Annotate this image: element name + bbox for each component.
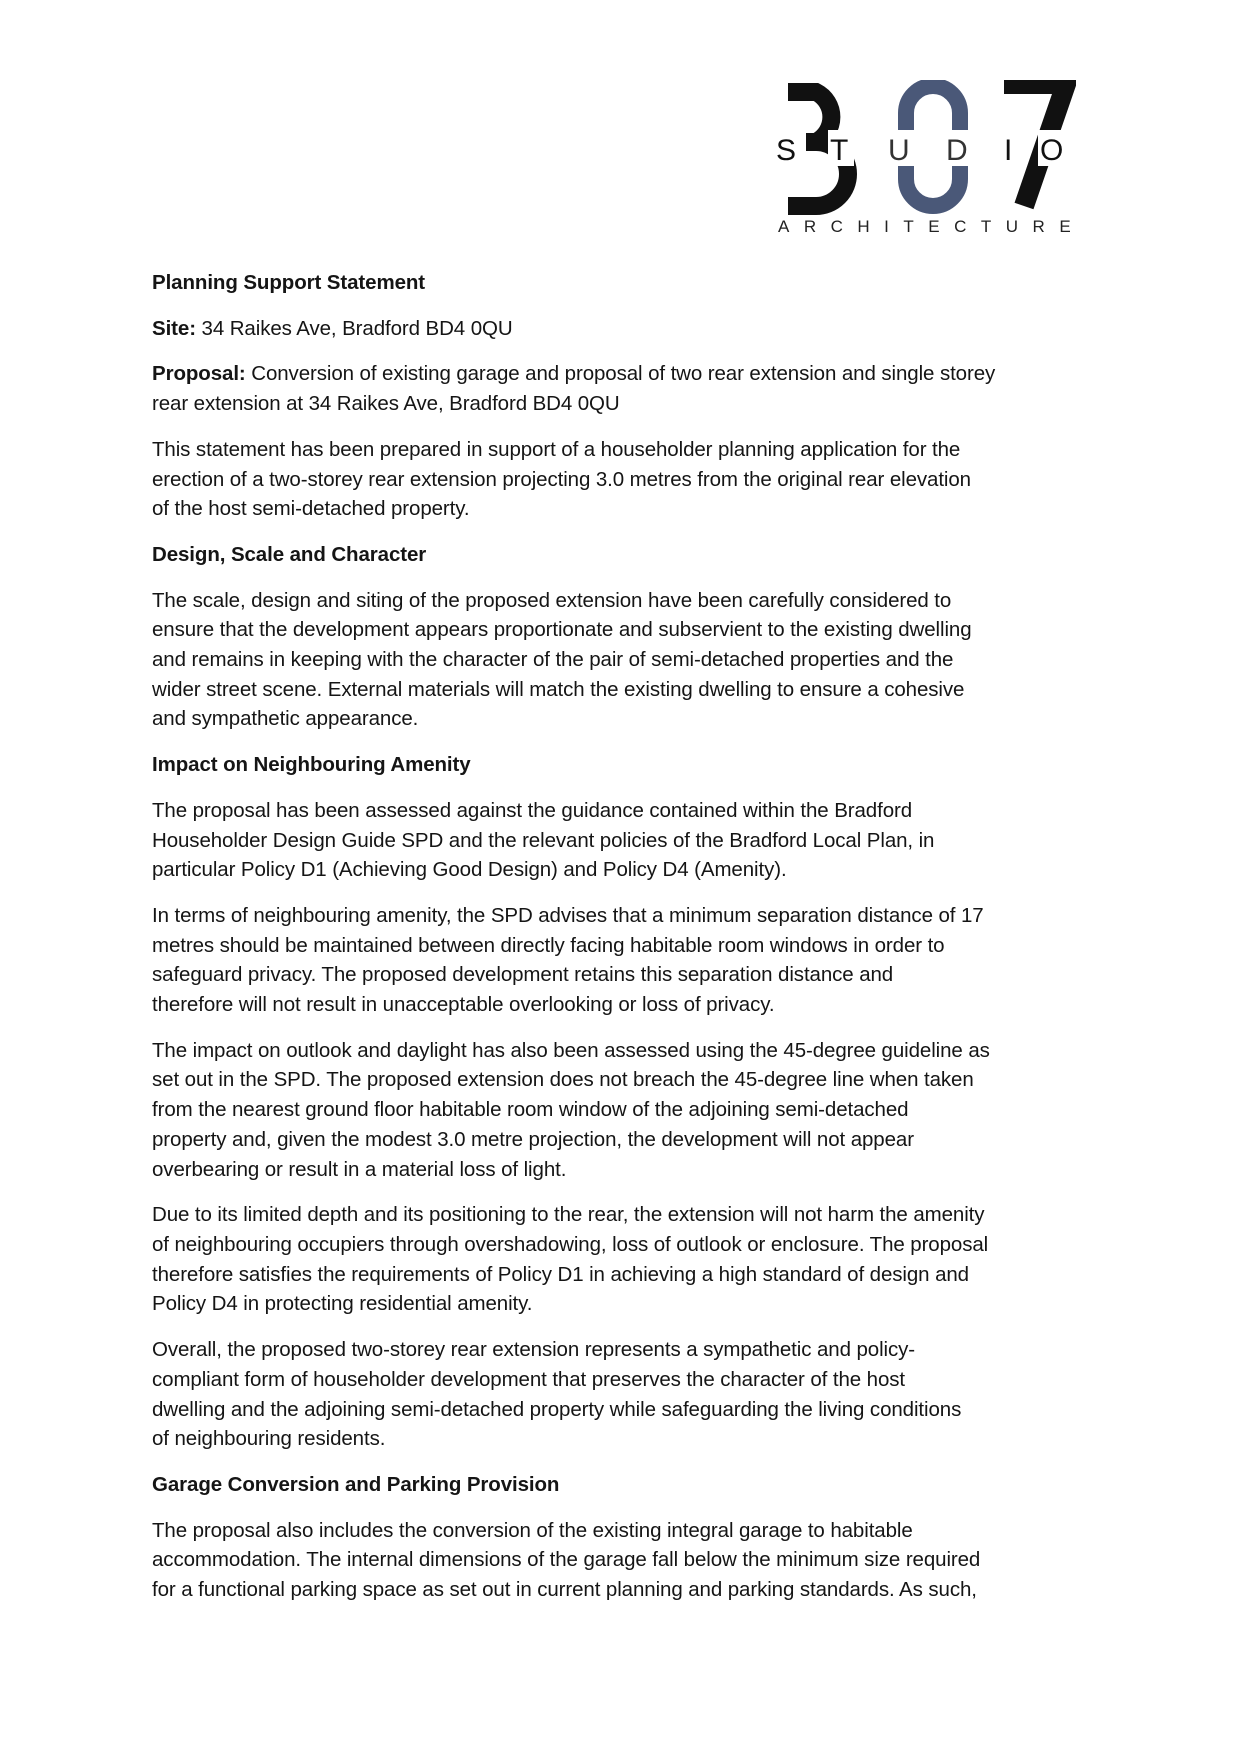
paragraph-line: Policy D4 in protecting residential amenity. bbox=[152, 1292, 533, 1316]
paragraph-line: In terms of neighbouring amenity, the SPD advises that a minimum separation distance of 17 bbox=[152, 903, 984, 927]
paragraph-line: metres should be maintained between directly facing habitable room windows in order to bbox=[152, 933, 945, 957]
paragraph-line: overbearing or result in a material loss of light. bbox=[152, 1157, 567, 1181]
paragraph-line: dwelling and the adjoining semi-detached property while safeguarding the living conditions bbox=[152, 1397, 962, 1421]
paragraph-line: of neighbouring residents. bbox=[152, 1427, 386, 1451]
paragraph-line: therefore satisfies the requirements of Policy D1 in achieving a high standard of design and bbox=[152, 1262, 969, 1286]
paragraph bbox=[152, 901, 1112, 1020]
proposal-block bbox=[152, 359, 1112, 418]
section-heading: Impact on Neighbouring Amenity bbox=[152, 753, 471, 777]
paragraph-line: compliant form of householder development that preserves the character of the host bbox=[152, 1367, 906, 1391]
paragraph-line: wider street scene. External materials will match the existing dwelling to ensure a cohesive bbox=[152, 677, 965, 701]
svg-text:D: D bbox=[946, 134, 968, 167]
paragraph-line: of the host semi-detached property. bbox=[152, 497, 470, 521]
paragraph-line: set out in the SPD. The proposed extension does not breach the 45-degree line when taken bbox=[152, 1068, 974, 1092]
paragraph-line: The proposal has been assessed against the guidance contained within the Bradford bbox=[152, 798, 913, 822]
paragraph bbox=[152, 586, 1112, 735]
studio-307-logo bbox=[776, 80, 1076, 235]
paragraph-line: of neighbouring occupiers through overshadowing, loss of outlook or enclosure. The proposal bbox=[152, 1232, 989, 1256]
paragraph-line: The proposal also includes the conversion of the existing integral garage to habitable bbox=[152, 1518, 913, 1542]
svg-text:S: S bbox=[776, 134, 797, 167]
site-value: 34 Raikes Ave, Bradford BD4 0QU bbox=[195, 316, 513, 340]
paragraph bbox=[152, 1200, 1112, 1319]
paragraph-line: safeguard privacy. The proposed development retains this separation distance and bbox=[152, 963, 894, 987]
svg-text:T: T bbox=[830, 134, 849, 167]
paragraph-line: Due to its limited depth and its positioning to the rear, the extension will not harm the amenity bbox=[152, 1203, 985, 1227]
paragraph-line: Overall, the proposed two-storey rear extension represents a sympathetic and policy- bbox=[152, 1338, 916, 1362]
svg-text:ARCHITECTURE: ARCHITECTURE bbox=[778, 217, 1076, 235]
paragraph-line: This statement has been prepared in support of a householder planning application for the bbox=[152, 437, 961, 461]
paragraph-line: from the nearest ground floor habitable room window of the adjoining semi-detached bbox=[152, 1098, 909, 1122]
paragraph-line: particular Policy D1 (Achieving Good Design) and Policy D4 (Amenity). bbox=[152, 858, 787, 882]
paragraph-line: Householder Design Guide SPD and the relevant policies of the Bradford Local Plan, in bbox=[152, 828, 935, 852]
proposal-label: Proposal: bbox=[152, 362, 246, 386]
paragraph-line: The scale, design and siting of the proposed extension have been carefully considered to bbox=[152, 588, 952, 612]
paragraph-line: therefore will not result in unacceptable overlooking or loss of privacy. bbox=[152, 993, 775, 1017]
paragraph bbox=[152, 796, 1112, 885]
site-line bbox=[152, 314, 1112, 344]
document-body bbox=[152, 268, 1112, 1621]
paragraph-line: property and, given the modest 3.0 metre projection, the development will not appear bbox=[152, 1127, 914, 1151]
paragraph-line: accommodation. The internal dimensions of the garage fall below the minimum size required bbox=[152, 1548, 981, 1572]
paragraph bbox=[152, 1516, 1112, 1605]
paragraph-line: The impact on outlook and daylight has also been assessed using the 45-degree guideline as bbox=[152, 1038, 990, 1062]
site-label: Site: bbox=[152, 316, 196, 340]
section-heading: Design, Scale and Character bbox=[152, 542, 427, 566]
paragraph bbox=[152, 1036, 1112, 1185]
paragraph-line: and sympathetic appearance. bbox=[152, 707, 419, 731]
paragraph-line: ensure that the development appears proportionate and subservient to the existing dwelling bbox=[152, 618, 972, 642]
svg-text:O: O bbox=[1040, 134, 1064, 167]
proposal-text: Conversion of existing garage and proposal of two rear extension and single storey bbox=[245, 362, 996, 386]
svg-text:I: I bbox=[1004, 134, 1013, 167]
paragraph-line: and remains in keeping with the character of the pair of semi-detached properties and the bbox=[152, 648, 954, 672]
paragraph-line: erection of a two-storey rear extension projecting 3.0 metres from the original rear elevation bbox=[152, 467, 971, 491]
section-heading: Garage Conversion and Parking Provision bbox=[152, 1472, 560, 1496]
paragraph bbox=[152, 435, 1112, 524]
paragraph bbox=[152, 1335, 1112, 1454]
proposal-text: rear extension at 34 Raikes Ave, Bradford BD4 0QU bbox=[152, 392, 620, 416]
paragraph-line: for a functional parking space as set out in current planning and parking standards. As such, bbox=[152, 1578, 977, 1602]
svg-text:U: U bbox=[888, 134, 910, 167]
document-title: Planning Support Statement bbox=[152, 271, 426, 294]
